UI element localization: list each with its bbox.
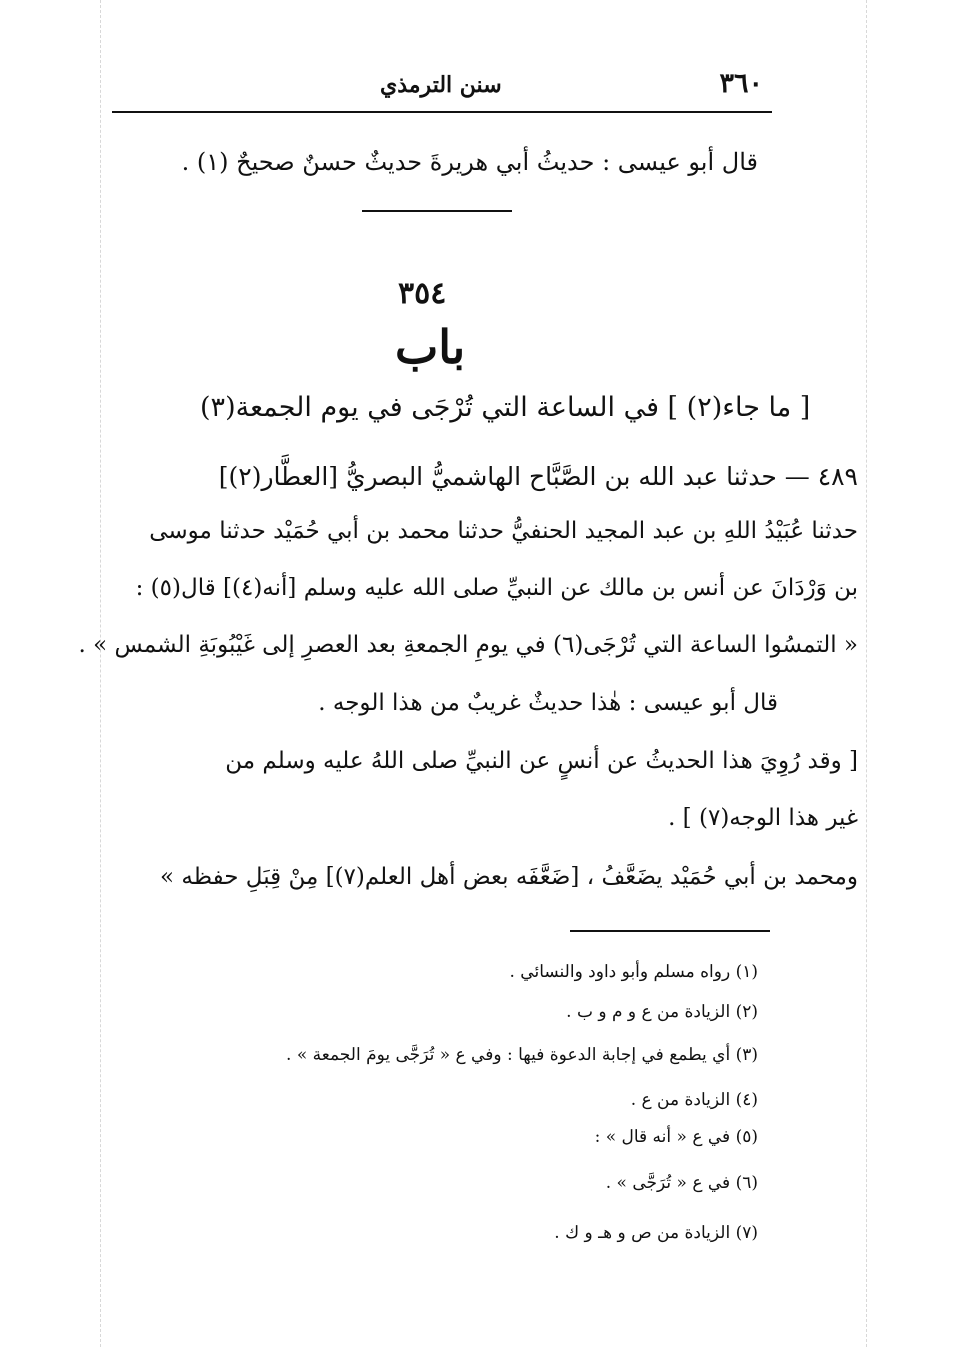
commentary-line: غير هذا الوجه(٧) ] . [668, 805, 858, 831]
hadith-text-line: ٤٨٩ — حدثنا عبد الله بن الصَّبَّاح الهاشميُّ البصريُّ [العطَّار(٢)] [218, 462, 858, 491]
section-heading: باب [395, 320, 466, 374]
footnote: (١) رواه مسلم وأبو داود والنسائي . [509, 962, 758, 982]
running-header-title: سنن الترمذي [380, 72, 502, 98]
hadith-text-line: بن وَرْدَانَ عن أنس بن مالك عن النبيِّ صلى الله عليه وسلم [أنه(٤)] قال(٥) : [135, 575, 858, 601]
hadith-text-line: حدثنا عُبَيْدُ اللهِ بن عبد المجيد الحنفيُّ حدثنا محمد بن أبي حُمَيْد حدثنا موسى [149, 518, 858, 544]
header-rule [112, 111, 772, 113]
section-separator [362, 210, 512, 212]
closing-statement: قال أبو عيسى : حديثُ أبي هريرةَ حديثٌ حسنٌ صحيحٌ (١) . [181, 148, 758, 176]
page-margin-guide [866, 0, 867, 1347]
section-number: ٣٥٤ [398, 276, 447, 311]
footnote: (٣) أي يطمع في إجابة الدعوة فيها : وفي ع « تُرَجَّى يومَ الجمعة » . [286, 1045, 758, 1065]
page-number: ٣٦٠ [719, 68, 763, 99]
footnote: (٥) في ع « أنه قال » : [594, 1127, 758, 1147]
footnote: (٤) الزيادة من ع . [630, 1090, 758, 1110]
footnote-rule [570, 930, 770, 932]
footnote: (٧) الزيادة من ص و هـ و ك . [554, 1223, 758, 1243]
page-margin-guide [100, 0, 101, 1347]
footnote: (٦) في ع « تُرَجَّى » . [605, 1173, 758, 1193]
hadith-text-line: « التمسُوا الساعة التي تُرْجَى(٦) في يومِ الجمعةِ بعد العصرِ إلى غَيْبُوبَةِ الشمس » . [78, 632, 858, 658]
footnote: (٢) الزيادة من ع و م و ب . [566, 1002, 758, 1022]
commentary-line: [ وقد رُوِيَ هذا الحديثُ عن أنسٍ عن النبيِّ صلى اللهُ عليه وسلم من [225, 748, 858, 774]
commentary-line: ومحمد بن أبي حُمَيْد يضَعَّفُ ، [ضَعَّفَه بعض أهل العلم(٧)] مِنْ قِبَلِ حفظه » [160, 864, 858, 890]
chapter-title: [ ما جاء(٢) ] في الساعة التي تُرْجَى في يوم الجمعة(٣) [200, 392, 811, 423]
commentary-line: قال أبو عيسى : هٰذا حديثٌ غريبٌ من هذا الوجه . [318, 690, 778, 716]
